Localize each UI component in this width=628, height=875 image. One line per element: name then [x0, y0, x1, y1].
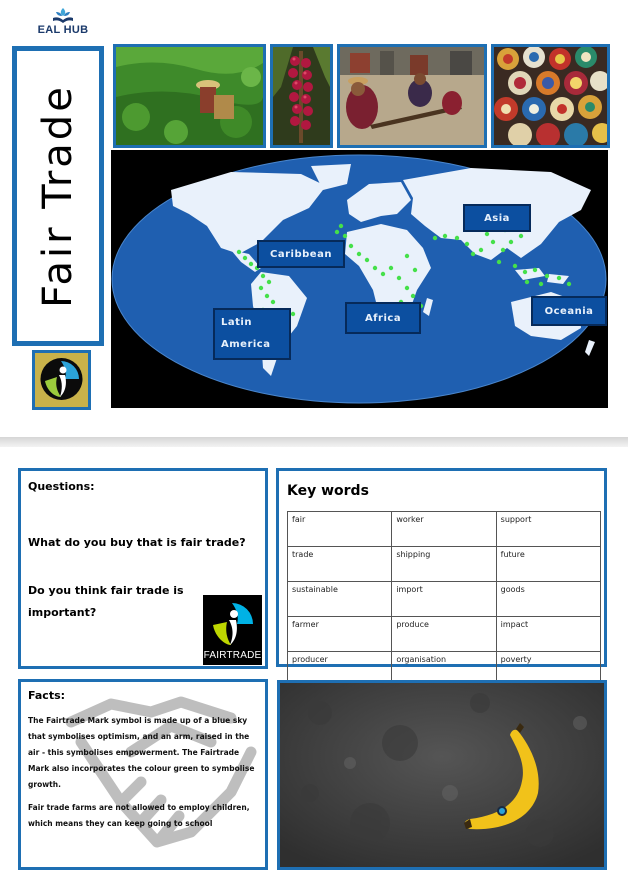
key-word-cell: poverty — [496, 652, 600, 687]
question-1: What do you buy that is fair trade? — [28, 536, 246, 549]
page-divider — [0, 437, 628, 447]
key-words-row — [288, 512, 601, 547]
world-map — [111, 150, 608, 408]
fairtrade-badge-text: FAIRTRADE — [203, 650, 262, 661]
coffee-cherries-image — [273, 47, 330, 145]
map-label-latin-america — [213, 308, 291, 360]
key-word-cell: shipping — [392, 547, 496, 582]
key-words-row — [288, 582, 601, 617]
coffee-cherries-photo — [270, 44, 333, 148]
facts-heading: Facts: — [28, 689, 66, 702]
key-words-row — [288, 547, 601, 582]
key-words-heading: Key words — [287, 483, 369, 499]
page-title: Fair Trade — [35, 84, 81, 308]
fairtrade-logo-thumb — [32, 350, 91, 410]
fairtrade-badge — [203, 595, 262, 665]
map-label-africa: Africa — [345, 302, 421, 334]
key-words-panel — [276, 468, 607, 667]
tea-picker-photo — [113, 44, 266, 148]
questions-heading: Questions: — [28, 480, 95, 493]
key-word-cell: worker — [392, 512, 496, 547]
painted-plates-image — [494, 47, 607, 145]
key-word-cell: fair — [288, 512, 392, 547]
map-label-latin: Latin — [221, 317, 252, 328]
key-word-cell: import — [392, 582, 496, 617]
facts-paragraph-1: The Fairtrade Mark symbol is made up of a blue sky that symbolises optimism, and an arm, raised in the air - this symbolises empowerment. The Fairtrade Mark also incorporates the colour green to symbolise growth. — [28, 716, 255, 789]
map-label-caribbean: Caribbean — [257, 240, 345, 268]
pottery-photo — [491, 44, 610, 148]
key-word-cell: impact — [496, 617, 600, 652]
question-2-line-2: important? — [28, 606, 97, 619]
world-map-graphic — [111, 150, 608, 408]
eal-hub-logo — [28, 6, 98, 42]
title-panel — [12, 46, 104, 346]
weavers-photo — [337, 44, 487, 148]
fairtrade-mark-icon — [203, 595, 262, 649]
key-word-cell: produce — [392, 617, 496, 652]
map-label-america: America — [221, 339, 271, 350]
key-word-cell: trade — [288, 547, 392, 582]
book-tree-icon — [51, 6, 75, 24]
key-words-row — [288, 617, 601, 652]
banana-photo — [277, 680, 607, 870]
question-2-line-1: Do you think fair trade is — [28, 584, 184, 597]
map-label-asia: Asia — [463, 204, 531, 232]
questions-panel — [18, 468, 268, 669]
key-word-cell: farmer — [288, 617, 392, 652]
key-words-table — [287, 511, 601, 687]
facts-paragraph-2: Fair trade farms are not allowed to employ children, which means they can keep going to school — [28, 803, 250, 828]
tea-plantation-image — [116, 47, 263, 145]
key-word-cell: goods — [496, 582, 600, 617]
logo-text: EAL HUB — [37, 24, 89, 36]
key-word-cell: future — [496, 547, 600, 582]
map-label-oceania: Oceania — [531, 296, 607, 326]
key-word-cell: sustainable — [288, 582, 392, 617]
weavers-image — [340, 47, 484, 145]
fairtrade-mark-icon — [35, 353, 88, 407]
facts-panel — [18, 679, 268, 870]
banana-on-concrete-image — [280, 683, 604, 867]
key-word-cell: support — [496, 512, 600, 547]
key-word-cell: producer — [288, 652, 392, 687]
key-word-cell: organisation — [392, 652, 496, 687]
